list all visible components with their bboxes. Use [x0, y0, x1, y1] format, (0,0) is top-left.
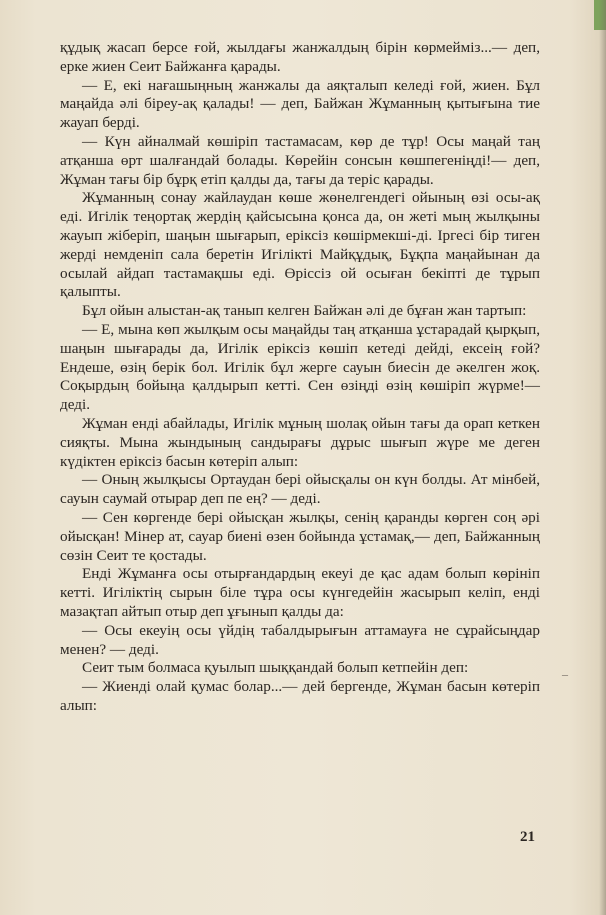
paragraph: Жұман енді абайлады, Игілік мұның шолақ ойын тағы да орап кеткен сияқты. Мына жындының сандырағы дұрыс шығып жүре ме деген күдіктен еріксіз басын көтеріп алып:	[60, 414, 540, 470]
body-text	[60, 39, 540, 716]
page-edge-shadow	[599, 0, 606, 915]
paragraph: Бұл ойын алыстан-ақ танып келген Байжан әлі де бұған жан тартып:	[82, 302, 527, 320]
paragraph: — Оның жылқысы Ортаудан бері ойысқалы он күн болды. Ат мінбей, сауын саумай отырар деп пе ең? — деді.	[60, 471, 540, 508]
paragraph: — Осы екеуің осы үйдің табалдырығын аттамауға не сұрайсыңдар менен? — деді.	[60, 621, 540, 658]
paragraph: құдық жасап берсе ғой, жылдағы жанжалдың бірін көрмейміз...— деп, ерке жиен Сеит Байжанға қарады.	[60, 39, 540, 75]
paragraph: Енді Жұманға осы отырғандардың екеуі де қас адам болып көрініп кетті. Игіліктің сырын біле тұра осы күнгедейін жасырып келіп, енді мазақтап айтып отыр деп ұғынып қалды да:	[60, 565, 540, 620]
paragraph: — Жиенді олай қумас болар...— дей бергенде, Жұман басын көтеріп алып:	[60, 678, 540, 714]
paragraph: — Е, мына көп жылқым осы маңайды таң атқанша ұстарадай қырқып, шаңын шығарады да, Игілік еріксіз көшіп кетеді дейді, ексеің ғой? Ендеше, өзің берік бол. Игілік бұл жерге сауын биесін де әкелген жоқ. Соқырдың бойыңа қалдырып кетті. Сен өзіңді өзің көшіріп жүрме!— деді.	[60, 320, 540, 414]
paragraph: — Күн айналмай көшіріп тастамасам, көр де тұр! Осы маңай таң атқанша өрт шалғандай болады. Көрейін сонсын көшпегеніңді!— деп, Жұман тағы бір бұрқ етіп қалды да, тағы да теріс қарады.	[60, 132, 540, 188]
paragraph: Жұманның сонау жайлаудан көше жөнелгендегі ойының өзі осы-ақ еді. Игілік теңортақ жердің қайсысына қонса да, он жеті мың жылқыны жауып жіберіп, шаңын шығарып, еріксіз көшірмекші-ді. Іргесі бір тиген жерді немденіп сала беретін Игілікті Майқұдық, Бұқпа маңайынан да осылай айдап тастамақшы еді. Өріссіз ой осыған бекіпті де тұрып қалыпты.	[60, 189, 540, 301]
paragraph: Сеит тым болмаса қуылып шыққандай болып кетпейін деп:	[82, 659, 469, 677]
paragraph: — Сен көргенде бері ойысқан жылқы, сенің қаранды көрген соң әрі ойысқан! Мінер ат, сауар биені өзен бойында ұстамақ,— деп, Байжанның сөзін Сеит те қостады.	[60, 508, 540, 564]
page-number: 21	[520, 829, 535, 845]
paragraph: — Е, екі нағашыңның жанжалы да аяқталып келеді ғой, жиен. Бұл маңайда әлі біреу-ақ қалады! — деп, Байжан Жұманның қытығына тие жауап берді.	[60, 76, 540, 132]
margin-mark: –	[562, 667, 568, 681]
